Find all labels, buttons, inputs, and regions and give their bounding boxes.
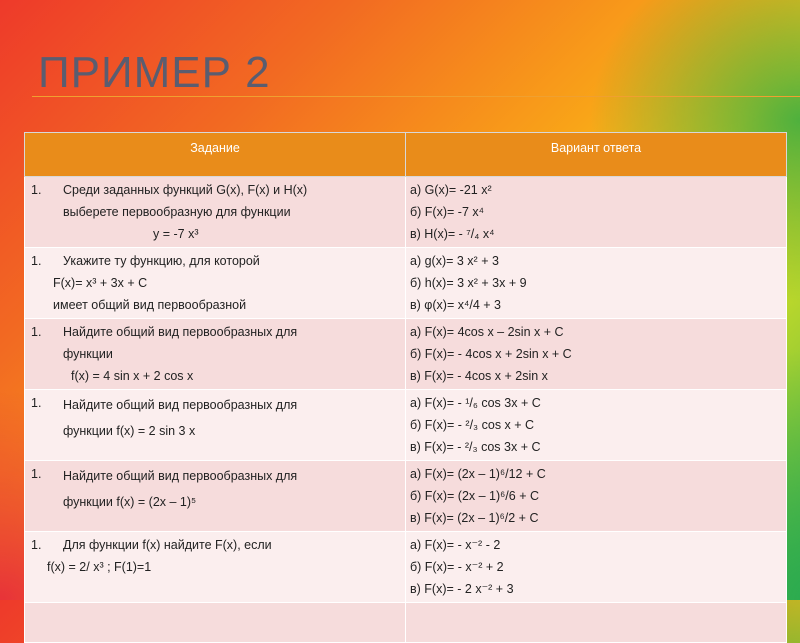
answer-option: в) H(x)= - ⁷/₄ x⁴ [410,227,495,241]
task-line: Найдите общий вид первообразных для [63,469,298,483]
answer-option: а) F(x)= (2x – 1)⁶/12 + C [410,467,546,481]
task-line: функции f(x) = 2 sin 3 x [63,424,196,438]
row-number: 1. [31,325,42,339]
answer-cell [406,248,787,319]
table-row [25,248,787,319]
answer-option: а) F(x)= 4cos x – 2sin x + C [410,325,564,339]
answer-option: б) F(x)= -7 x⁴ [410,205,484,219]
row-number: 1. [31,254,42,268]
task-cell [25,319,406,390]
task-line: f(x) = 4 sin x + 2 cos x [71,369,194,383]
task-line: f(x) = 2/ x³ ; F(1)=1 [47,560,152,574]
answer-option: а) g(x)= 3 x² + 3 [410,254,499,268]
header-task: Задание [25,133,406,177]
answer-cell [406,177,787,248]
answer-option: в) F(x)= (2x – 1)⁶/2 + C [410,511,539,525]
answer-option: в) F(x)= - ²/₃ cos 3x + C [410,440,541,454]
table-row [25,177,787,248]
table-row [25,461,787,532]
table-row [25,319,787,390]
task-line: функции f(x) = (2x – 1)⁵ [63,495,197,509]
answer-option: а) F(x)= - ¹/₆ cos 3x + C [410,396,541,410]
answer-option: б) F(x)= - ²/₃ cos x + C [410,418,535,432]
task-line: Среди заданных функций G(x), F(x) и H(x) [63,183,308,197]
task-cell [25,177,406,248]
task-line: F(x)= x³ + 3x + C [53,276,148,290]
task-line: функции [63,347,113,361]
task-line: Найдите общий вид первообразных для [63,398,298,412]
table-row [25,532,787,603]
tasks-table [24,132,787,643]
task-cell [25,461,406,532]
row-number: 1. [31,396,42,410]
row-number: 1. [31,183,42,197]
answer-option: б) F(x)= - 4cos x + 2sin x + C [410,347,572,361]
task-cell [25,532,406,603]
task-line: Укажите ту функцию, для которой [63,254,260,268]
table-row [25,390,787,461]
row-number: 1. [31,538,42,552]
row-number: 1. [31,467,42,481]
answer-cell [406,532,787,603]
answer-option: б) h(x)= 3 x² + 3x + 9 [410,276,527,290]
answer-option: б) F(x)= (2x – 1)⁶/6 + C [410,489,539,503]
task-cell [25,603,406,643]
task-line: Для функции f(x) найдите F(x), если [63,538,272,552]
task-line: имеет общий вид первообразной [53,298,247,312]
answer-option: в) F(x)= - 4cos x + 2sin x [410,369,548,383]
title-underline [32,96,800,97]
answer-cell [406,390,787,461]
answer-cell [406,603,787,643]
answer-option: в) φ(x)= x⁴/4 + 3 [410,298,501,312]
task-line: y = -7 x³ [153,227,199,241]
answer-option: б) F(x)= - x⁻² + 2 [410,560,504,574]
task-cell [25,390,406,461]
task-line: Найдите общий вид первообразных для [63,325,298,339]
header-answer: Вариант ответа [406,133,787,177]
answer-option: а) F(x)= - x⁻² - 2 [410,538,501,552]
answer-cell [406,461,787,532]
table-row-empty [25,603,787,643]
answer-cell [406,319,787,390]
answer-option: а) G(x)= -21 x² [410,183,492,197]
answer-option: в) F(x)= - 2 x⁻² + 3 [410,582,514,596]
task-cell [25,248,406,319]
slide-title: ПРИМЕР 2 [38,48,271,97]
task-line: выберете первообразную для функции [63,205,291,219]
